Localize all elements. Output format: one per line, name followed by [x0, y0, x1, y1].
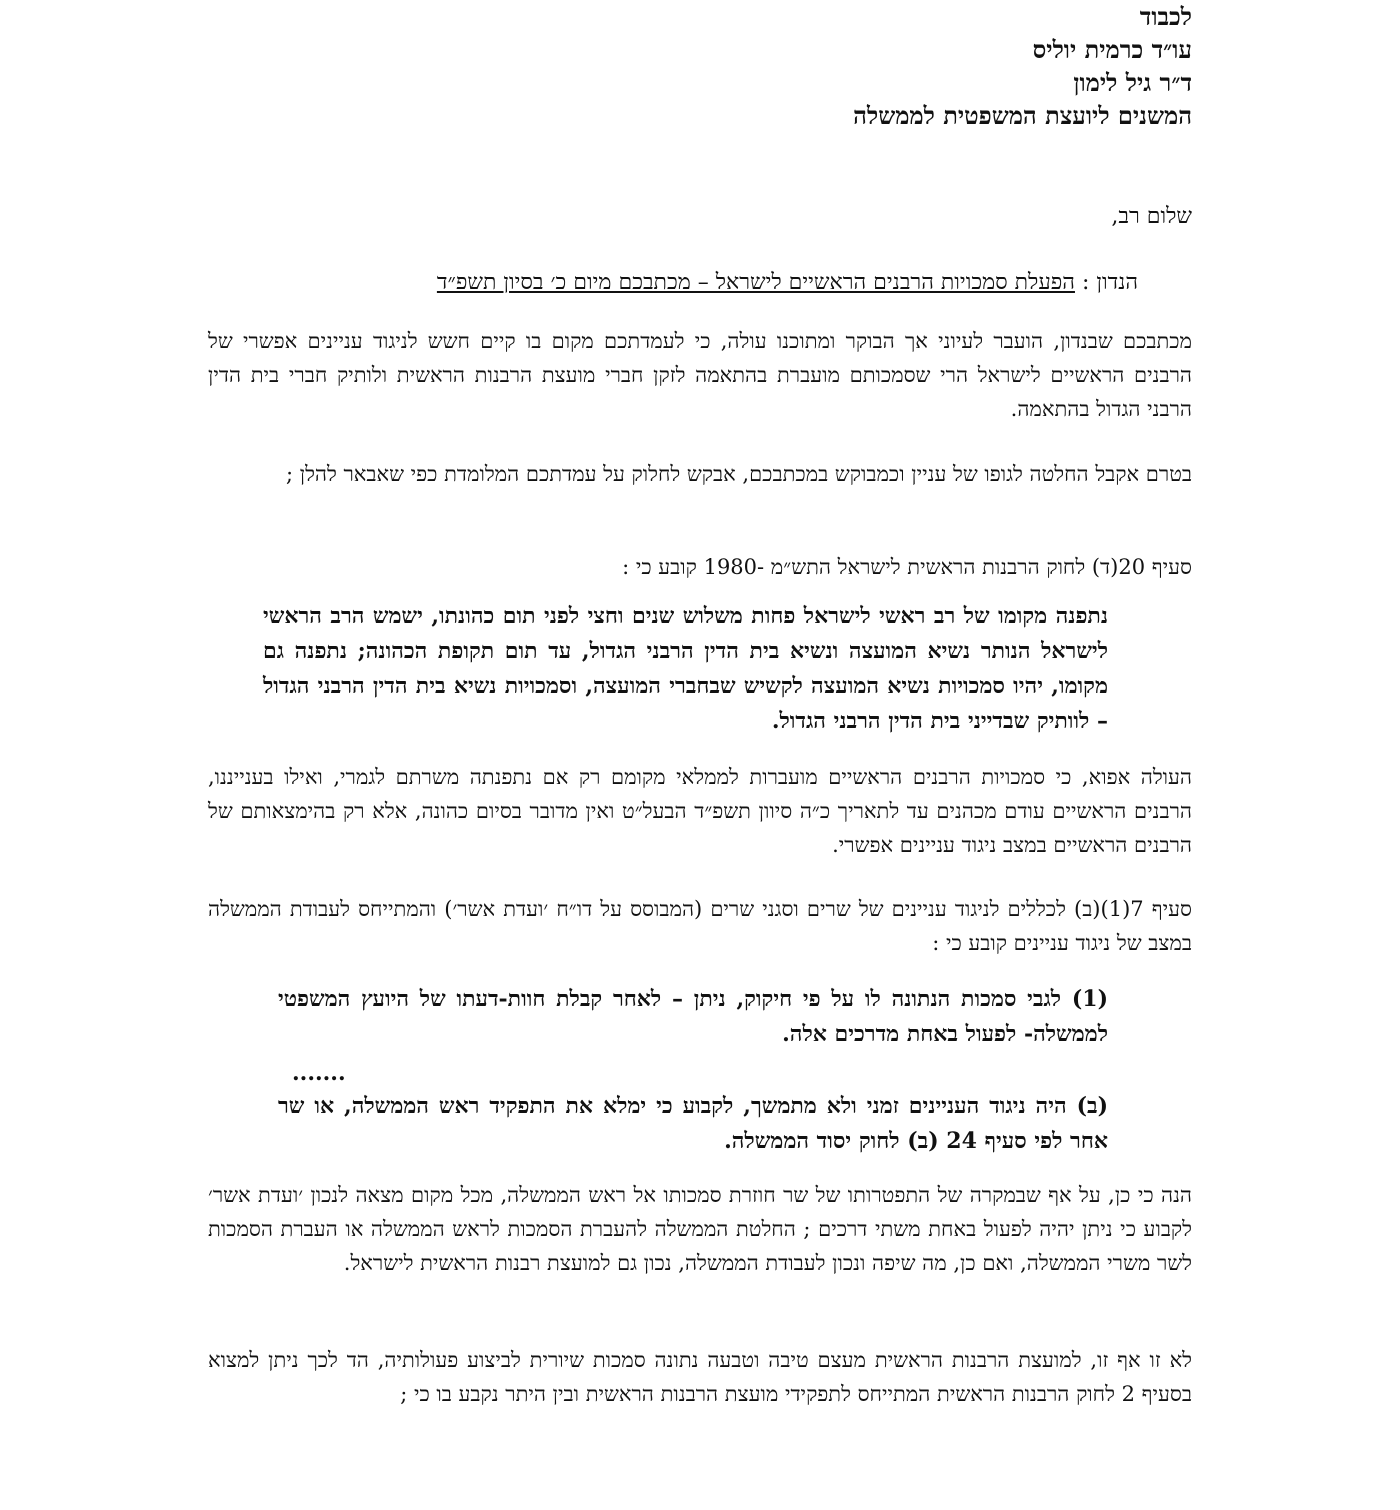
subject-text: הפעלת סמכויות הרבנים הראשיים לישראל – מכתבכם מיום כ׳ בסיון תשפ״ד — [436, 270, 1075, 295]
quote-ellipsis: ....... — [292, 1060, 346, 1086]
paragraph-section-20: סעיף 20(ד) לחוק הרבנות הראשית לישראל התש״מ -1980 קובע כי : — [622, 555, 1192, 579]
quote-section-20: נתפנה מקומו של רב ראשי לישראל פחות משלוש שנים וחצי לפני תום כהונתו, ישמש הרב הראשי לישראל הנותר נשיא המועצה ונשיא בית הדין הרבני הגדול, עד תום תקופת הכהונה; נתפנה גם מקומו, יהיו סמכויות נשיא המועצה לקשיש שבחברי המועצה, וסמכויות נשיא בית הדין הרבני הגדול – לוותיק שבדייני בית הדין הרבני הגדול. — [263, 603, 1108, 734]
paragraph-section-7: סעיף 7(1)(ב) לכללים לניגוד עניינים של שרים וסגני שרים (המבוסס על דו״ח ׳ועדת אשר׳) והמתייחס לעבודת הממשלה במצב של ניגוד עניינים קובע כי : — [208, 897, 1192, 955]
quote-section-7-clause-1: (1) לגבי סמכות הנתונה לו על פי חיקוק, ניתן – לאחר קבלת חוות-דעתו של היועץ המשפטי לממשלה- לפעול באחת מדרכים אלה. — [278, 986, 1108, 1047]
address-line-honorific: לכבוד — [1139, 2, 1192, 31]
paragraph-conclusion: העולה אפוא, כי סמכויות הרבנים הראשיים מועברות לממלאי מקומם רק אם נתפנתה משרתם לגמרי, ואילו בענייננו, הרבנים הראשיים עודם מכהנים עד לתאריך כ״ה סיוון תשפ״ד הבעל״ט ואין מדובר בסיום כהונה, אלא רק בהימצאותם של הרבנים הראשיים במצב ניגוד עניינים אפשרי. — [208, 765, 1192, 857]
paragraph-objection: בטרם אקבל החלטה לגופו של עניין וכמבוקש במכתבכם, אבקש לחלוק על עמדתכם המלומדת כפי שאבאר להלן ; — [285, 462, 1192, 486]
paragraph-asher-committee: הנה כי כן, על אף שבמקרה של התפטרותו של שר חוזרת סמכותו אל ראש הממשלה, מכל מקום מצאה לנכון ׳ועדת אשר׳ לקבוע כי ניתן יהיה לפעול באחת משתי דרכים ; החלטת הממשלה להעברת הסמכות לראש הממשלה או העברת הסמכות לשר משרי הממשלה, ואם כן, מה שיפה ונכון לעבודת הממשלה, נכון גם למועצת רבנות הראשית לישראל. — [208, 1183, 1192, 1275]
address-line-recipient-1: עו״ד כרמית יוליס — [1032, 35, 1192, 64]
subject-line — [437, 266, 1138, 300]
paragraph-residual-authority: לא זו אף זו, למועצת הרבנות הראשית מעצם טיבה וטבעה נתונה סמכות שיורית לביצוע פעולותיה, הד לכך ניתן למצוא בסעיף 2 לחוק הרבנות הראשית המתייחס לתפקידי מועצת הרבנות הראשית ובין היתר נקבע בו כי ; — [208, 1348, 1192, 1406]
quote-section-7-clause-b: (ב) היה ניגוד העניינים זמני ולא מתמשך, לקבוע כי ימלא את התפקיד ראש הממשלה, או שר אחר לפי סעיף 24 (ב) לחוק יסוד הממשלה. — [278, 1093, 1108, 1154]
subject-label: הנדון : — [1081, 270, 1138, 295]
paragraph-intro: מכתבכם שבנדון, הועבר לעיוני אך הבוקר ומתוכנו עולה, כי לעמדתכם מקום בו קיים חשש לניגוד עניינים אפשרי של הרבנים הראשיים לישראל הרי שסמכותם מועברת בהתאמה לזקן חברי מועצת הרבנות הראשית ולותיק חברי בית הדין הרבני הגדול בהתאמה. — [208, 329, 1192, 421]
recipient-address — [432, 0, 1192, 132]
greeting: שלום רב, — [1111, 204, 1192, 229]
address-line-recipient-2: ד״ר גיל לימון — [1073, 68, 1192, 97]
address-line-office: המשנים ליועצת המשפטית לממשלה — [853, 101, 1192, 130]
